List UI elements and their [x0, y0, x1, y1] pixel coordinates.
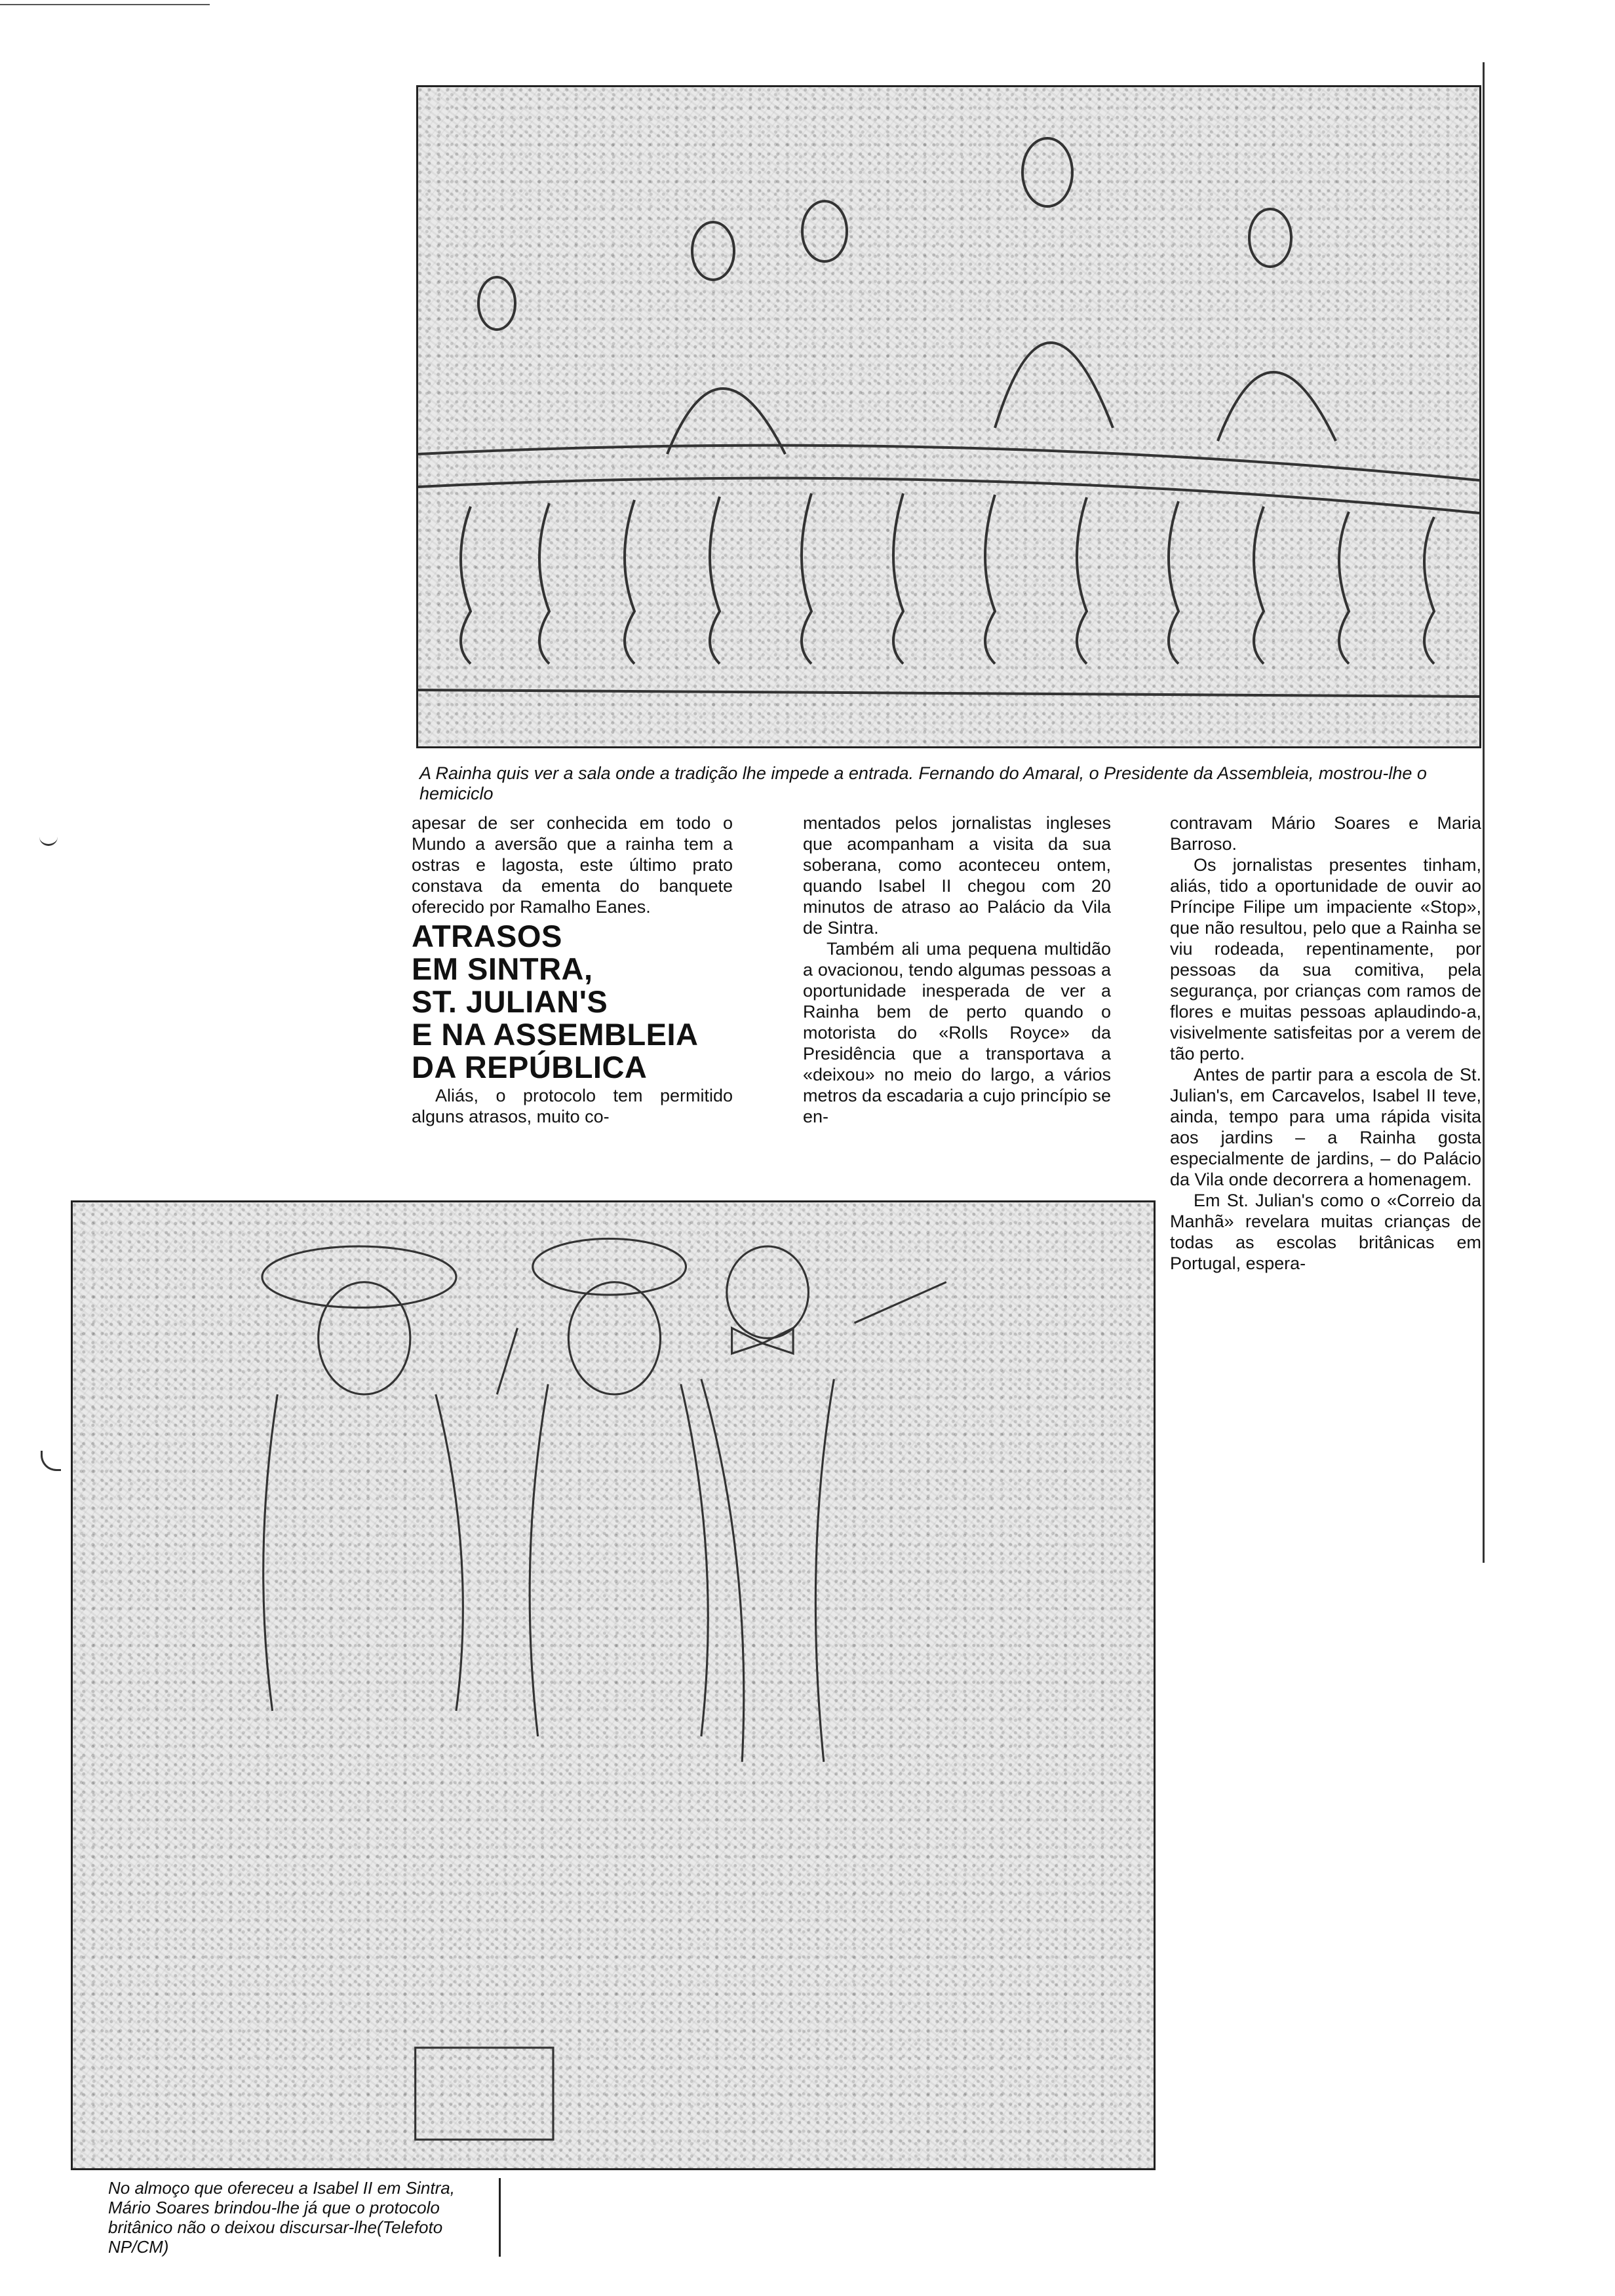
margin-mark-bottom — [41, 1451, 61, 1471]
photo-parliament-balcony — [416, 85, 1481, 748]
photo-toast-illustration — [71, 1200, 1156, 2170]
margin-mark-top — [39, 827, 58, 846]
col2-paragraph-1: mentados pelos jornalistas ingleses que acompanham a visita da sua soberana, como aconteceu ontem, quando Isabel II chegou com 20 minutos de atraso ao Palácio da Vila de Sintra. — [803, 813, 1111, 938]
article-headline — [412, 920, 733, 1084]
top-edge-line — [0, 4, 210, 5]
photo-sintra-toast-frame — [71, 1200, 1156, 2170]
photo-parliament-illustration — [418, 87, 1479, 746]
photo-top-caption: A Rainha quis ver a sala onde a tradição lhe impede a entrada. Fernando do Amaral, o Presidente da Assembleia, mostrou-lhe o hemiciclo — [419, 763, 1427, 803]
photo-bottom-caption: No almoço que ofereceu a Isabel II em Sintra, Mário Soares brindou-lhe já que o protocolo britânico não o deixou discursar-lhe(Telefoto NP/CM) — [108, 2178, 501, 2257]
article-column-2 — [803, 813, 1111, 1127]
col1-after-headline: Aliás, o protocolo tem permitido alguns atrasos, muito co- — [412, 1086, 733, 1126]
article-column-3 — [1170, 813, 1481, 1274]
col3-paragraph-4: Em St. Julian's como o «Correio da Manhã» revelara muitas crianças de todas as escolas britânicas em Portugal, espera- — [1170, 1191, 1481, 1273]
page-border-right — [1483, 62, 1485, 1563]
col3-paragraph-3: Antes de partir para a escola de St. Julian's, em Carcavelos, Isabel II teve, ainda, tempo para uma rápida visita aos jardins – a Rainha gosta especialmente de jardins, – do Palácio da Vila onde decorrera a homenagem. — [1170, 1065, 1481, 1189]
article-column-1 — [412, 813, 733, 1127]
headline-line-4: E NA ASSEMBLEIA — [412, 1017, 699, 1052]
col3-paragraph-2: Os jornalistas presentes tinham, aliás, tido a oportunidade de ouvir ao Príncipe Filipe um impaciente «Stop», que não resultou, pelo que a Rainha se viu rodeada, repentinamente, por pessoas da sua comitiva, pela segurança, por crianças com ramos de flores e muitas pessoas aplaudindo-a, visivelmente satisfeitas por a verem de tão perto. — [1170, 855, 1481, 1063]
col1-intro: apesar de ser conhecida em todo o Mundo a aversão que a rainha tem a ostras e lagosta, este último prato constava da ementa do banquete oferecido por Ramalho Eanes. — [412, 813, 733, 917]
headline-line-2: EM SINTRA, — [412, 951, 593, 986]
col2-paragraph-2: Também ali uma pequena multidão a ovacionou, tendo algumas pessoas a oportunidade inesperada de ver a Rainha bem de perto quando o motorista do «Rolls Royce» da Presidência que a transportava a «deixou» no meio do largo, a vários metros da escadaria a cujo princípio se en- — [803, 939, 1111, 1126]
headline-line-3: ST. JULIAN'S — [412, 984, 608, 1019]
headline-line-5: DA REPÚBLICA — [412, 1050, 648, 1084]
headline-line-1: ATRASOS — [412, 919, 562, 953]
col3-paragraph-1: contravam Mário Soares e Maria Barroso. — [1170, 813, 1481, 854]
